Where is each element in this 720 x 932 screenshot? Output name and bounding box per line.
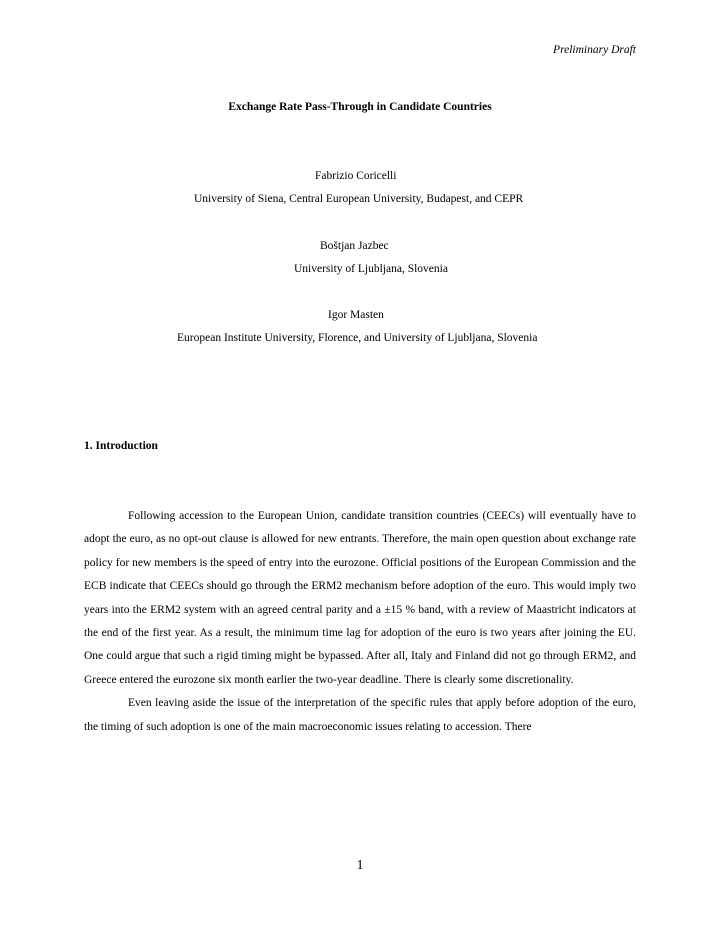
draft-note: Preliminary Draft (553, 44, 636, 56)
author-name: Igor Masten (328, 309, 384, 321)
author-name: Boštjan Jazbec (320, 240, 389, 252)
paper-title: Exchange Rate Pass-Through in Candidate Countries (228, 101, 492, 113)
section-heading: 1. Introduction (84, 440, 158, 452)
body-paragraph: Even leaving aside the issue of the interpretation of the specific rules that apply before adoption of the euro, the timing of such adoption is one of the main macroeconomic issues relating to accession. There (84, 697, 636, 733)
author-affiliation: European Institute University, Florence, and University of Ljubljana, Slovenia (177, 332, 538, 344)
body-text (84, 505, 636, 739)
page-number: 1 (356, 858, 364, 873)
author-name: Fabrizio Coricelli (315, 170, 397, 182)
author-affiliation: University of Ljubljana, Slovenia (294, 263, 448, 275)
body-paragraph: Following accession to the European Union, candidate transition countries (CEECs) will eventually have to adopt the euro, as no opt-out clause is allowed for new entrants. Therefore, the main open question about exchange rate policy for new members is the speed of entry into the eurozone. Official positions of the European Commission and the ECB indicate that CEECs should go through the ERM2 mechanism before adoption of the euro. This would imply two years into the ERM2 system with an agreed central parity and a ±15 % band, with a review of Maastricht indicators at the end of the first year. As a result, the minimum time lag for adoption of the euro is two years after joining the EU. One could argue that such a rigid timing might be bypassed. After all, Italy and Finland did not go through ERM2, and Greece entered the eurozone six month earlier the two-year deadline. There is clearly some discretionality. (84, 510, 636, 686)
author-affiliation: University of Siena, Central European University, Budapest, and CEPR (194, 193, 524, 205)
